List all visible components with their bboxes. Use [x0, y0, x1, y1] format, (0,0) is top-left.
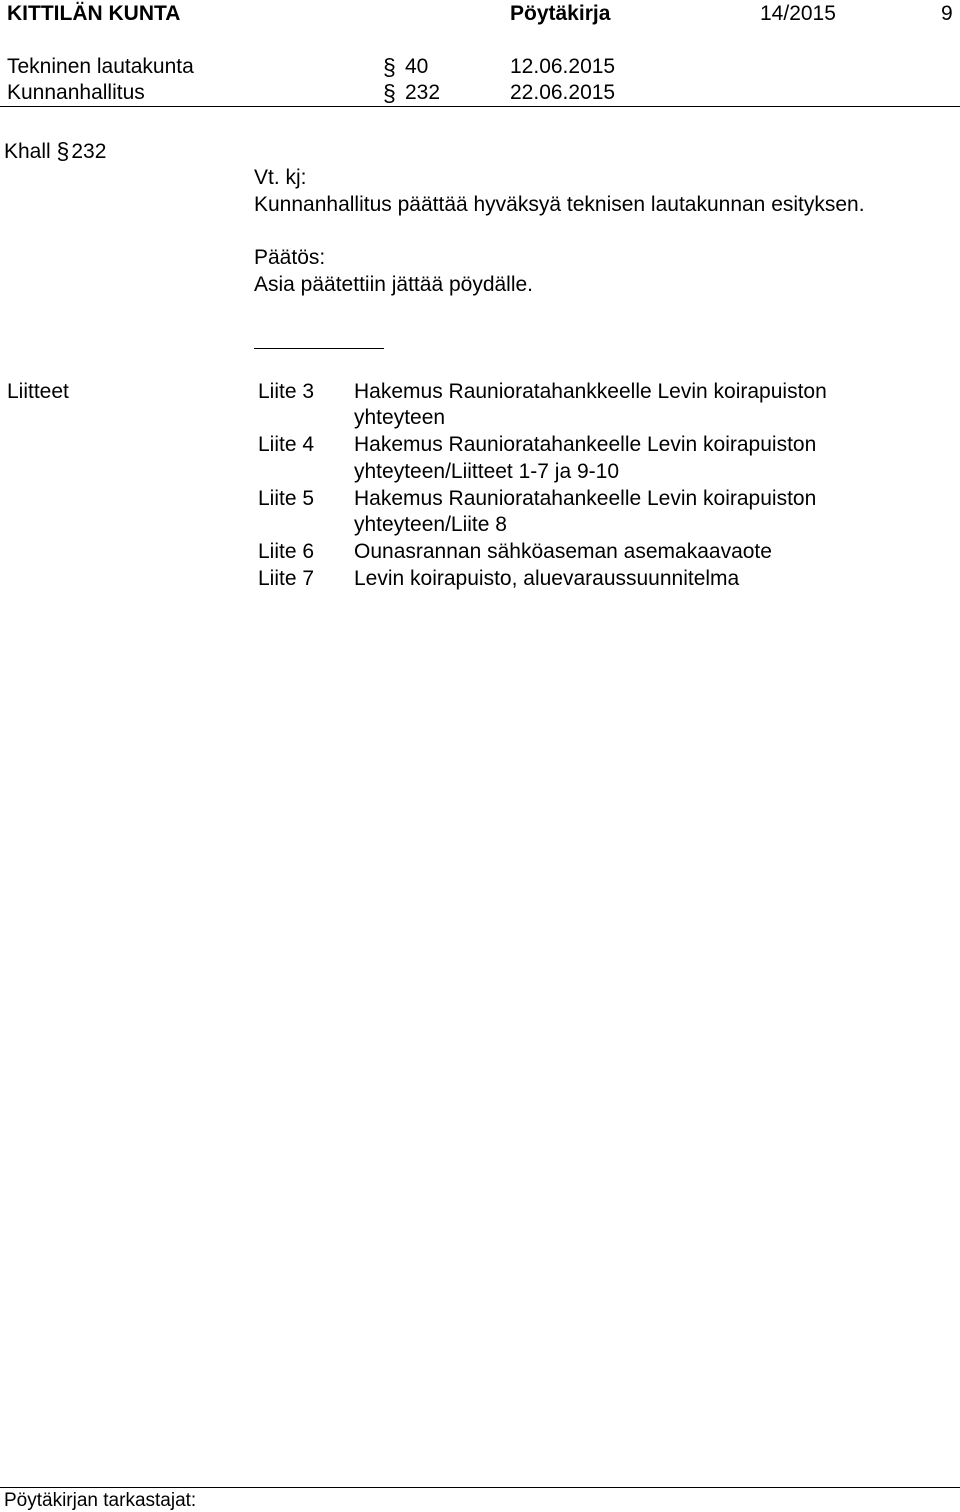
attachment-title: Hakemus Raunioratahankeelle Levin koirapuiston [354, 433, 817, 456]
proceeding-body: Tekninen lautakunta [7, 55, 194, 78]
reviewers-label: Pöytäkirjan tarkastajat: [4, 1490, 197, 1511]
document-type: Pöytäkirja [510, 2, 611, 25]
attachment-title: Levin koirapuisto, aluevaraussuunnitelma [354, 567, 740, 590]
attachment-item-continuation [0, 405, 960, 431]
municipality-name: KITTILÄN KUNTA [7, 2, 181, 25]
attachment-id: Liite 5 [258, 487, 315, 510]
section-symbol: § [383, 80, 396, 106]
decision-text: Asia päätettiin jättää pöydälle. [254, 273, 534, 296]
header-divider [0, 106, 960, 107]
attachments-label: Liitteet [7, 380, 69, 403]
attachment-item-continuation [0, 512, 960, 538]
attachment-title: Hakemus Raunioratahankeelle Levin koirapuiston [354, 487, 817, 510]
decision-label: Päätös: [254, 246, 326, 269]
attachment-title: yhteyteen/Liite 8 [354, 513, 507, 536]
proposal-label: Vt. kj: [254, 166, 307, 189]
proceeding-date: 22.06.2015 [510, 81, 616, 104]
document-number: 14/2015 [760, 2, 836, 25]
attachment-id: Liite 3 [258, 380, 315, 403]
attachment-id: Liite 4 [258, 433, 315, 456]
attachment-title: Hakemus Raunioratahankkeelle Levin koirapuiston [354, 380, 827, 403]
section-symbol: § [383, 54, 396, 80]
proposal-text: Kunnanhallitus päättää hyväksyä teknisen lautakunnan esityksen. [254, 193, 865, 216]
attachment-title: yhteyteen/Liitteet 1-7 ja 9-10 [354, 460, 620, 483]
case-reference: Khall §232 [4, 138, 107, 164]
attachment-item [0, 379, 960, 405]
attachment-item-continuation [0, 459, 960, 485]
attachment-title: yhteyteen [354, 406, 446, 429]
attachment-title: Ounasrannan sähköaseman asemakaavaote [354, 540, 772, 563]
attachment-item [0, 566, 960, 592]
proceeding-date: 12.06.2015 [510, 55, 616, 78]
attachment-id: Liite 7 [258, 567, 315, 590]
section-symbol: § [56, 138, 70, 164]
proceeding-section-number: 232 [405, 81, 441, 104]
proceeding-body: Kunnanhallitus [7, 81, 145, 104]
attachment-item [0, 432, 960, 458]
attachment-item [0, 486, 960, 512]
footer-divider [0, 1487, 960, 1488]
proceeding-section-number: 40 [405, 55, 429, 78]
attachment-item [0, 539, 960, 565]
section-separator [254, 348, 384, 349]
attachment-id: Liite 6 [258, 540, 315, 563]
page-number: 9 [941, 2, 953, 25]
